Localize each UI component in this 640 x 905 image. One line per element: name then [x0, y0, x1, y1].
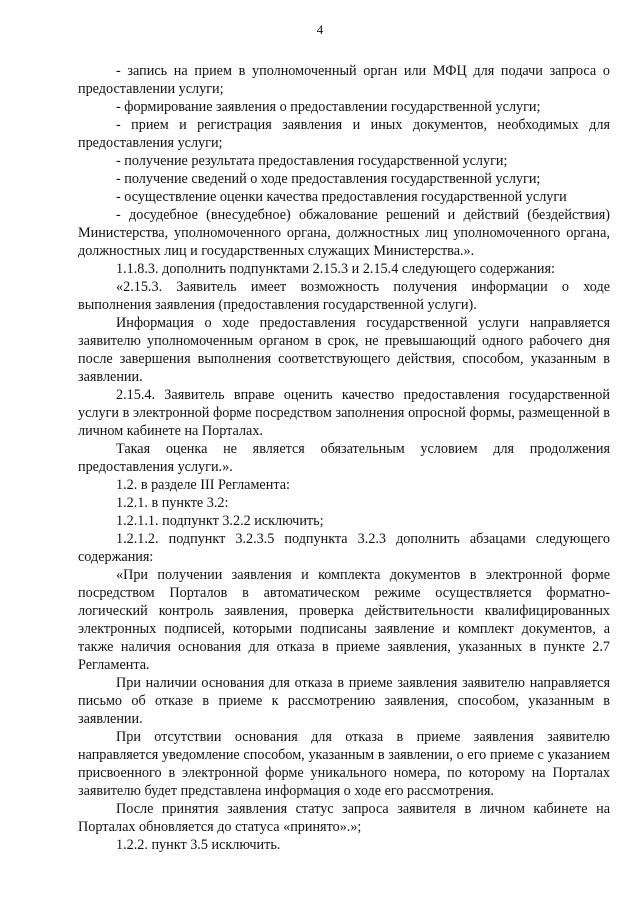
paragraph: - получение результата предоставления государственной услуги;	[116, 153, 508, 169]
paragraph: - формирование заявления о предоставлении государственной услуги;	[116, 99, 541, 115]
paragraph: - осуществление оценки качества предоставления государственной услуги	[116, 189, 567, 205]
paragraph: 2.15.4. Заявитель вправе оценить качество предоставления государственной услуги в электронной форме посредством заполнения опросной формы, размещенной в личном кабинете на Порталах.	[78, 387, 610, 439]
paragraph: 1.1.8.3. дополнить подпунктами 2.15.3 и 2.15.4 следующего содержания:	[116, 261, 555, 277]
paragraph: - прием и регистрация заявления и иных документов, необходимых для предоставления услуги;	[78, 117, 610, 151]
paragraph: При отсутствии основания для отказа в приеме заявления заявителю направляется уведомление способом, указанным в заявлении, о его приеме с указанием присвоенного в электронной форме уникального номера, по которому на Порталах заявителю будет представлена информация о ходе его рассмотрения.	[78, 729, 610, 799]
paragraph: - получение сведений о ходе предоставления государственной услуги;	[116, 171, 541, 187]
paragraph: 1.2. в разделе III Регламента:	[116, 477, 290, 493]
paragraph: 1.2.2. пункт 3.5 исключить.	[116, 837, 281, 853]
paragraph: 1.2.1.2. подпункт 3.2.3.5 подпункта 3.2.3 дополнить абзацами следующего содержания:	[78, 531, 610, 565]
paragraph: «2.15.3. Заявитель имеет возможность получения информации о ходе выполнения заявления (предоставления государственной услуги).	[78, 279, 610, 313]
page-number: 4	[316, 22, 324, 37]
paragraph: Информация о ходе предоставления государственной услуги направляется заявителю уполномоченным органом в срок, не превышающий одного рабочего дня после завершения выполнения соответствующего действия, способом, указанным в заявлении.	[78, 315, 610, 385]
document-body	[78, 62, 610, 854]
paragraph: «При получении заявления и комплекта документов в электронной форме посредством Порталов в автоматическом режиме осуществляется форматно-логический контроль заявления, проверка действительности квалифицированных электронных подписей, которыми подписаны заявление и комплект документов, а также наличия основания для отказа в приеме заявления, указанных в пункте 2.7 Регламента.	[78, 567, 610, 673]
paragraph: 1.2.1. в пункте 3.2:	[116, 495, 229, 511]
paragraph: 1.2.1.1. подпункт 3.2.2 исключить;	[116, 513, 324, 529]
paragraph: После принятия заявления статус запроса заявителя в личном кабинете на Порталах обновляется до статуса «принято».»;	[78, 801, 610, 835]
paragraph: - досудебное (внесудебное) обжалование решений и действий (бездействия) Министерства, уполномоченного органа, должностных лиц уполномоченного органа, должностных лиц и государственных служащих Министерства.».	[78, 207, 610, 259]
paragraph: При наличии основания для отказа в приеме заявления заявителю направляется письмо об отказе в приеме к рассмотрению заявления, способом, указанным в заявлении.	[78, 675, 610, 727]
paragraph: Такая оценка не является обязательным условием для продолжения предоставления услуги.».	[78, 441, 610, 475]
paragraph: - запись на прием в уполномоченный орган или МФЦ для подачи запроса о предоставлении услуги;	[78, 63, 610, 97]
